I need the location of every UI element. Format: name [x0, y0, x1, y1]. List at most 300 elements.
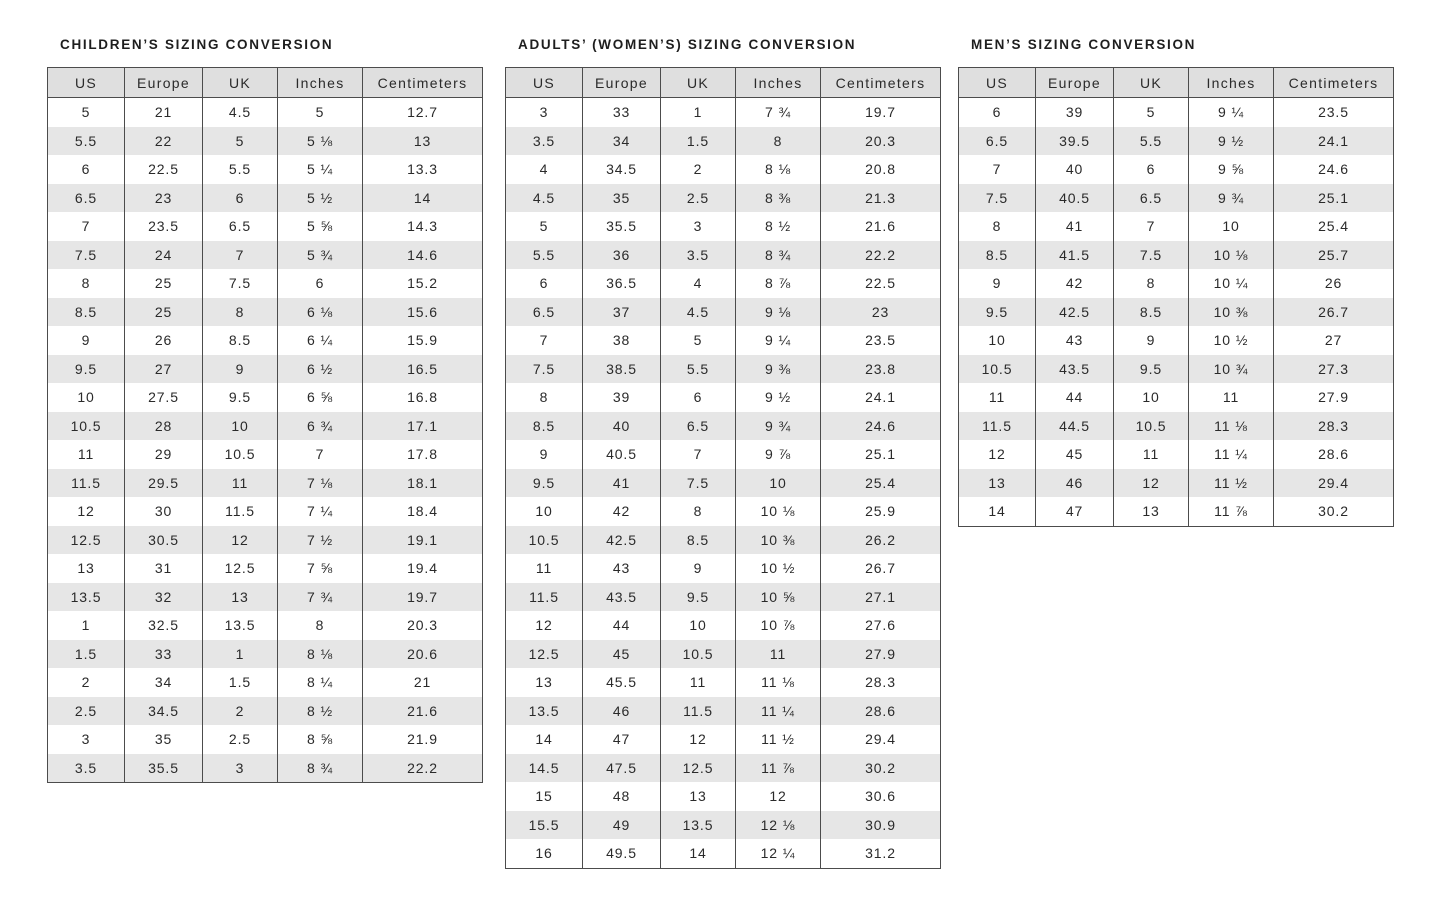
- table-cell: 42: [583, 497, 661, 526]
- table-row: [48, 298, 483, 327]
- table-cell: 8: [959, 212, 1036, 241]
- table-cell: 8 ½: [736, 212, 821, 241]
- table-row: [48, 355, 483, 384]
- table-cell: 25.4: [821, 469, 941, 498]
- table-cell: 10: [661, 611, 736, 640]
- table-row: [506, 640, 941, 669]
- table-cell: 13: [363, 127, 483, 156]
- table-cell: 28.3: [821, 668, 941, 697]
- table-cell: 23.5: [125, 212, 203, 241]
- table-row: [48, 212, 483, 241]
- table-cell: 7 ¼: [278, 497, 363, 526]
- table-cell: 1.5: [661, 127, 736, 156]
- table-cell: 23.8: [821, 355, 941, 384]
- table-row: [48, 440, 483, 469]
- table-cell: 34.5: [583, 155, 661, 184]
- table-cell: 2.5: [661, 184, 736, 213]
- table-cell: 31: [125, 554, 203, 583]
- table-cell: 17.1: [363, 412, 483, 441]
- table-cell: 13.5: [48, 583, 125, 612]
- table-cell: 11 ½: [736, 725, 821, 754]
- table-cell: 6 ⅝: [278, 383, 363, 412]
- table-cell: 43: [583, 554, 661, 583]
- table-cell: 5: [278, 98, 363, 127]
- table-cell: 13.5: [661, 811, 736, 840]
- table-cell: 21.9: [363, 725, 483, 754]
- table-cell: 29: [125, 440, 203, 469]
- table-row: [48, 383, 483, 412]
- table-cell: 11: [661, 668, 736, 697]
- womens-table-title: ADULTS’ (WOMEN’S) SIZING CONVERSION: [518, 37, 857, 52]
- table-cell: 23: [125, 184, 203, 213]
- table-cell: 25.1: [821, 440, 941, 469]
- table-cell: 47: [1036, 497, 1114, 526]
- table-cell: 22.5: [125, 155, 203, 184]
- table-cell: 10: [203, 412, 278, 441]
- table-cell: 49.5: [583, 839, 661, 868]
- table-cell: 39.5: [1036, 127, 1114, 156]
- table-cell: 7.5: [1114, 241, 1189, 270]
- table-row: [506, 782, 941, 811]
- table-cell: 8: [48, 269, 125, 298]
- column-header: UK: [1114, 68, 1189, 98]
- table-cell: 1.5: [203, 668, 278, 697]
- table-cell: 40: [583, 412, 661, 441]
- table-cell: 25.9: [821, 497, 941, 526]
- table-cell: 28: [125, 412, 203, 441]
- table-cell: 10 ½: [736, 554, 821, 583]
- table-cell: 11: [736, 640, 821, 669]
- table-cell: 5 ½: [278, 184, 363, 213]
- table-cell: 4.5: [203, 98, 278, 127]
- table-cell: 8 ⅛: [278, 640, 363, 669]
- table-row: [48, 497, 483, 526]
- table-cell: 13: [48, 554, 125, 583]
- table-cell: 5.5: [661, 355, 736, 384]
- table-cell: 10: [736, 469, 821, 498]
- table-cell: 5: [506, 212, 583, 241]
- table-cell: 34: [125, 668, 203, 697]
- table-row: [506, 554, 941, 583]
- table-cell: 9 ⅞: [736, 440, 821, 469]
- table-cell: 9 ⅝: [1189, 155, 1274, 184]
- table-cell: 11.5: [661, 697, 736, 726]
- table-cell: 10: [48, 383, 125, 412]
- table-cell: 10.5: [48, 412, 125, 441]
- table-cell: 11.5: [203, 497, 278, 526]
- table-row: [48, 269, 483, 298]
- table-cell: 5: [661, 326, 736, 355]
- table-row: [959, 269, 1394, 298]
- table-cell: 26.2: [821, 526, 941, 555]
- table-row: [48, 554, 483, 583]
- table-cell: 2: [48, 668, 125, 697]
- table-cell: 6 ¾: [278, 412, 363, 441]
- table-cell: 7.5: [959, 184, 1036, 213]
- header-row: [959, 68, 1394, 98]
- table-cell: 28.6: [1274, 440, 1394, 469]
- table-cell: 3.5: [661, 241, 736, 270]
- table-cell: 24: [125, 241, 203, 270]
- table-cell: 16: [506, 839, 583, 868]
- table-cell: 8: [736, 127, 821, 156]
- table-cell: 19.7: [363, 583, 483, 612]
- table-cell: 4.5: [506, 184, 583, 213]
- table-cell: 45: [583, 640, 661, 669]
- table-cell: 15: [506, 782, 583, 811]
- table-cell: 9 ½: [736, 383, 821, 412]
- table-cell: 21: [363, 668, 483, 697]
- table-cell: 12: [48, 497, 125, 526]
- table-cell: 7: [278, 440, 363, 469]
- table-cell: 30.2: [1274, 497, 1394, 526]
- table-row: [959, 469, 1394, 498]
- table-cell: 27.5: [125, 383, 203, 412]
- table-cell: 36: [583, 241, 661, 270]
- table-cell: 6: [1114, 155, 1189, 184]
- table-cell: 6.5: [48, 184, 125, 213]
- table-cell: 5.5: [1114, 127, 1189, 156]
- table-cell: 6: [278, 269, 363, 298]
- table-cell: 34.5: [125, 697, 203, 726]
- table-cell: 12: [506, 611, 583, 640]
- table-cell: 5: [1114, 98, 1189, 127]
- table-cell: 7: [661, 440, 736, 469]
- table-cell: 44: [583, 611, 661, 640]
- table-cell: 5 ¾: [278, 241, 363, 270]
- table-cell: 23.5: [1274, 98, 1394, 127]
- table-cell: 42: [1036, 269, 1114, 298]
- table-cell: 2: [661, 155, 736, 184]
- table-cell: 3.5: [506, 127, 583, 156]
- table-cell: 12: [203, 526, 278, 555]
- table-cell: 40.5: [583, 440, 661, 469]
- table-cell: 8 ¾: [736, 241, 821, 270]
- table-cell: 1.5: [48, 640, 125, 669]
- table-cell: 26.7: [1274, 298, 1394, 327]
- column-header: UK: [203, 68, 278, 98]
- table-cell: 6: [661, 383, 736, 412]
- table-cell: 11 ⅞: [1189, 497, 1274, 526]
- table-cell: 16.8: [363, 383, 483, 412]
- table-row: [959, 127, 1394, 156]
- header-row: [48, 68, 483, 98]
- table-cell: 10: [1189, 212, 1274, 241]
- table-row: [959, 212, 1394, 241]
- table-cell: 6.5: [959, 127, 1036, 156]
- table-cell: 3: [48, 725, 125, 754]
- table-cell: 35.5: [583, 212, 661, 241]
- table-row: [48, 583, 483, 612]
- table-cell: 13: [1114, 497, 1189, 526]
- table-cell: 7 ¾: [736, 98, 821, 127]
- table-cell: 46: [583, 697, 661, 726]
- table-cell: 14.3: [363, 212, 483, 241]
- table-cell: 7: [48, 212, 125, 241]
- table-row: [506, 440, 941, 469]
- table-cell: 7.5: [203, 269, 278, 298]
- table-cell: 27.9: [1274, 383, 1394, 412]
- table-cell: 8.5: [959, 241, 1036, 270]
- table-cell: 19.7: [821, 98, 941, 127]
- table-cell: 5.5: [506, 241, 583, 270]
- table-cell: 10 ⅞: [736, 611, 821, 640]
- table-row: [959, 497, 1394, 526]
- table-cell: 11: [506, 554, 583, 583]
- table-row: [959, 98, 1394, 127]
- table-cell: 25.4: [1274, 212, 1394, 241]
- table-cell: 9 ½: [1189, 127, 1274, 156]
- table-cell: 7 ½: [278, 526, 363, 555]
- table-cell: 23.5: [821, 326, 941, 355]
- table-cell: 8.5: [48, 298, 125, 327]
- table-cell: 14.5: [506, 754, 583, 783]
- table-cell: 21.6: [363, 697, 483, 726]
- table-cell: 9: [1114, 326, 1189, 355]
- table-cell: 30.6: [821, 782, 941, 811]
- table-cell: 3: [203, 754, 278, 783]
- column-header: US: [506, 68, 583, 98]
- table-cell: 12 ⅛: [736, 811, 821, 840]
- table-cell: 10.5: [959, 355, 1036, 384]
- table-cell: 41: [583, 469, 661, 498]
- table-cell: 29.4: [821, 725, 941, 754]
- table-cell: 37: [583, 298, 661, 327]
- table-cell: 27.6: [821, 611, 941, 640]
- table-cell: 10 ¼: [1189, 269, 1274, 298]
- table-cell: 11 ⅛: [736, 668, 821, 697]
- table-cell: 6.5: [1114, 184, 1189, 213]
- table-cell: 8.5: [661, 526, 736, 555]
- table-cell: 9 ¾: [736, 412, 821, 441]
- table-row: [48, 155, 483, 184]
- table-row: [506, 697, 941, 726]
- table-row: [959, 383, 1394, 412]
- table-row: [506, 526, 941, 555]
- table-cell: 12: [959, 440, 1036, 469]
- table-row: [506, 326, 941, 355]
- children-table-title: CHILDREN’S SIZING CONVERSION: [60, 37, 334, 52]
- table-cell: 11: [48, 440, 125, 469]
- table-cell: 28.3: [1274, 412, 1394, 441]
- table-cell: 9.5: [48, 355, 125, 384]
- table-cell: 10 ⅜: [1189, 298, 1274, 327]
- table-cell: 18.1: [363, 469, 483, 498]
- table-cell: 8 ⅝: [278, 725, 363, 754]
- table-cell: 10.5: [1114, 412, 1189, 441]
- table-cell: 5.5: [203, 155, 278, 184]
- table-cell: 10.5: [203, 440, 278, 469]
- table-cell: 12.5: [506, 640, 583, 669]
- column-header: Centimeters: [363, 68, 483, 98]
- table-cell: 4: [661, 269, 736, 298]
- table-cell: 12: [661, 725, 736, 754]
- table-cell: 47: [583, 725, 661, 754]
- table-cell: 15.2: [363, 269, 483, 298]
- table-cell: 8: [278, 611, 363, 640]
- table-row: [48, 611, 483, 640]
- table-row: [506, 98, 941, 127]
- table-cell: 11.5: [506, 583, 583, 612]
- table-cell: 35.5: [125, 754, 203, 783]
- table-cell: 26.7: [821, 554, 941, 583]
- table-cell: 8.5: [506, 412, 583, 441]
- womens-sizing-table: [505, 67, 941, 869]
- table-cell: 19.1: [363, 526, 483, 555]
- table-cell: 17.8: [363, 440, 483, 469]
- table-cell: 35: [125, 725, 203, 754]
- table-cell: 7.5: [48, 241, 125, 270]
- table-cell: 6 ¼: [278, 326, 363, 355]
- table-cell: 10 ½: [1189, 326, 1274, 355]
- table-row: [506, 412, 941, 441]
- column-header: Centimeters: [1274, 68, 1394, 98]
- table-cell: 22.5: [821, 269, 941, 298]
- table-cell: 8 ⅛: [736, 155, 821, 184]
- table-cell: 38.5: [583, 355, 661, 384]
- table-row: [48, 469, 483, 498]
- column-header: UK: [661, 68, 736, 98]
- table-cell: 43.5: [583, 583, 661, 612]
- table-row: [506, 725, 941, 754]
- table-cell: 13: [661, 782, 736, 811]
- table-cell: 14: [363, 184, 483, 213]
- womens-sizing-section: [505, 37, 941, 869]
- table-cell: 25.1: [1274, 184, 1394, 213]
- table-cell: 39: [583, 383, 661, 412]
- table-cell: 9.5: [506, 469, 583, 498]
- table-cell: 6.5: [203, 212, 278, 241]
- table-cell: 33: [125, 640, 203, 669]
- table-cell: 18.4: [363, 497, 483, 526]
- table-cell: 13: [203, 583, 278, 612]
- table-cell: 5 ¼: [278, 155, 363, 184]
- table-row: [506, 583, 941, 612]
- table-cell: 10: [1114, 383, 1189, 412]
- table-row: [959, 326, 1394, 355]
- table-cell: 26: [1274, 269, 1394, 298]
- column-header: Europe: [1036, 68, 1114, 98]
- table-cell: 4.5: [661, 298, 736, 327]
- table-cell: 8 ⅞: [736, 269, 821, 298]
- table-cell: 20.3: [821, 127, 941, 156]
- table-cell: 24.1: [821, 383, 941, 412]
- table-cell: 2.5: [203, 725, 278, 754]
- table-row: [959, 440, 1394, 469]
- table-cell: 43.5: [1036, 355, 1114, 384]
- table-row: [48, 412, 483, 441]
- table-cell: 1: [203, 640, 278, 669]
- table-cell: 7: [203, 241, 278, 270]
- table-cell: 6: [48, 155, 125, 184]
- table-cell: 35: [583, 184, 661, 213]
- table-cell: 13: [506, 668, 583, 697]
- table-cell: 8.5: [1114, 298, 1189, 327]
- table-row: [506, 212, 941, 241]
- table-cell: 12: [736, 782, 821, 811]
- table-cell: 22: [125, 127, 203, 156]
- table-cell: 34: [583, 127, 661, 156]
- table-cell: 46: [1036, 469, 1114, 498]
- table-cell: 13.5: [203, 611, 278, 640]
- table-cell: 29.5: [125, 469, 203, 498]
- table-row: [506, 611, 941, 640]
- table-cell: 48: [583, 782, 661, 811]
- table-cell: 9.5: [203, 383, 278, 412]
- table-cell: 10 ⅝: [736, 583, 821, 612]
- mens-sizing-section: [958, 37, 1394, 527]
- table-cell: 5: [48, 98, 125, 127]
- table-cell: 41: [1036, 212, 1114, 241]
- table-cell: 11.5: [48, 469, 125, 498]
- table-row: [48, 725, 483, 754]
- table-cell: 14: [506, 725, 583, 754]
- table-row: [48, 754, 483, 783]
- table-cell: 38: [583, 326, 661, 355]
- table-row: [959, 412, 1394, 441]
- table-cell: 15.6: [363, 298, 483, 327]
- table-cell: 26: [125, 326, 203, 355]
- table-cell: 30: [125, 497, 203, 526]
- table-cell: 10: [959, 326, 1036, 355]
- column-header: Centimeters: [821, 68, 941, 98]
- table-cell: 2.5: [48, 697, 125, 726]
- table-cell: 24.6: [1274, 155, 1394, 184]
- table-cell: 8: [661, 497, 736, 526]
- table-row: [506, 383, 941, 412]
- table-row: [48, 697, 483, 726]
- column-header: US: [959, 68, 1036, 98]
- table-row: [506, 668, 941, 697]
- table-cell: 8 ⅜: [736, 184, 821, 213]
- table-cell: 42.5: [1036, 298, 1114, 327]
- table-cell: 7 ⅛: [278, 469, 363, 498]
- table-cell: 8 ¾: [278, 754, 363, 783]
- table-cell: 32: [125, 583, 203, 612]
- table-cell: 21.3: [821, 184, 941, 213]
- table-cell: 6: [506, 269, 583, 298]
- table-cell: 9 ⅛: [736, 298, 821, 327]
- table-cell: 23: [821, 298, 941, 327]
- table-cell: 30.9: [821, 811, 941, 840]
- table-cell: 25.7: [1274, 241, 1394, 270]
- table-row: [506, 269, 941, 298]
- table-cell: 22.2: [363, 754, 483, 783]
- column-header: Inches: [1189, 68, 1274, 98]
- mens-sizing-table: [958, 67, 1394, 527]
- table-row: [48, 640, 483, 669]
- table-cell: 6.5: [506, 298, 583, 327]
- table-cell: 9 ¼: [736, 326, 821, 355]
- table-cell: 19.4: [363, 554, 483, 583]
- table-cell: 11 ⅛: [1189, 412, 1274, 441]
- table-cell: 6.5: [661, 412, 736, 441]
- table-cell: 12.7: [363, 98, 483, 127]
- table-cell: 8 ¼: [278, 668, 363, 697]
- table-row: [506, 754, 941, 783]
- table-cell: 9.5: [661, 583, 736, 612]
- table-cell: 44.5: [1036, 412, 1114, 441]
- table-row: [48, 668, 483, 697]
- table-row: [959, 184, 1394, 213]
- table-row: [48, 326, 483, 355]
- table-cell: 10.5: [661, 640, 736, 669]
- table-cell: 11 ⅞: [736, 754, 821, 783]
- table-cell: 6 ⅛: [278, 298, 363, 327]
- children-sizing-table: [47, 67, 483, 783]
- table-row: [48, 241, 483, 270]
- table-cell: 45.5: [583, 668, 661, 697]
